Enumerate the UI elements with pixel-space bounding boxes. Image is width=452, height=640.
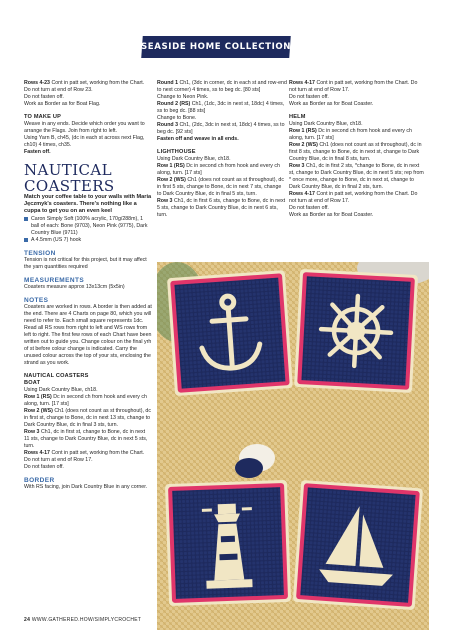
helm-row-1: Row 1 (RS) Dc in second ch from hook and every ch along, turn. [17 sts] xyxy=(289,128,412,141)
border-heading: BORDER xyxy=(24,476,55,484)
change-to-pink: Change to Neon Pink. xyxy=(157,94,209,100)
helm-coaster xyxy=(294,269,418,393)
lighthouse-rows-4-17: Rows 4-17 Cont in patt set, working from the Chart. Do not turn at end of Row 17. xyxy=(289,80,418,93)
lighthouse-row-3: Row 3 Ch1, dc in first 6 sts, change to Bone, dc in next 5 sts, change to Dark Country Blue, dc in next 6 sts, turn. xyxy=(157,198,286,218)
anchor-coaster xyxy=(167,270,293,396)
tension-heading: TENSION xyxy=(24,249,56,257)
boat-intro: Using Dark Country Blue, ch18. xyxy=(24,386,98,393)
lighthouse-coaster xyxy=(165,480,291,606)
nautical-coasters-heading: NAUTICAL COASTERS xyxy=(24,372,89,379)
flag-border: Work as Border as for Boat Flag. xyxy=(24,101,101,107)
coasters-photo xyxy=(157,262,429,630)
footer-url: WWW.GATHERED.HOW/SIMPLYCROCHET xyxy=(31,617,142,623)
page-number: 24 xyxy=(24,617,31,623)
make-up-text: Weave in any ends. Decide which order you want to arrange the Flags. Join from right to left. xyxy=(24,121,145,134)
round-2: Round 2 (RS) Ch1, (1dc, 3dc in next st, 18dc) 4 times, ss to beg dc. [88 sts] xyxy=(157,101,285,114)
column-left xyxy=(24,80,152,491)
banner-label: SEASIDE HOME COLLECTION xyxy=(140,42,292,52)
cup-shape xyxy=(235,458,263,478)
make-up-heading: TO MAKE UP xyxy=(24,114,62,120)
material-item-hook: A 4.5mm (US 7) hook xyxy=(24,237,152,244)
page-footer xyxy=(24,617,141,623)
article-intro: Match your coffee table to your walls with Maria Jęczmyk's coasters. There's nothing like a cuppa to get you on an even keel xyxy=(24,194,152,215)
article-title: NAUTICAL COASTERS xyxy=(24,161,115,195)
helm-intro: Using Dark Country Blue, ch18. xyxy=(289,121,363,127)
lighthouse-heading: LIGHTHOUSE xyxy=(157,149,196,155)
bullet-icon xyxy=(24,217,28,221)
round-1: Round 1 Ch1, (3dc in corner, dc in each st and row-end to next corner) 4 times, ss to beg dc. [80 sts] xyxy=(157,80,287,93)
helm-rows-4-17: Rows 4-17 Cont in patt set, working from the Chart. Do not turn at end of Row 17. xyxy=(289,191,418,204)
boat-row-3: Row 3 Ch1, dc in first st, change to Bone, dc in next 11 sts, change to Dark Country Blue, dc in next 5 sts, turn. xyxy=(24,428,148,449)
boat-heading: BOAT xyxy=(24,379,41,386)
helm-heading: HELM xyxy=(289,114,306,120)
measurements-heading: MEASUREMENTS xyxy=(24,276,85,284)
notes-text: Coasters are worked in rows. A border is then added at the end. There are 4 Charts on page 80, which you will need to refer to. Each small square represents 1dc. Read all RS rows from right to left and WS rows from left to right. The first few rows of each Chart have been written out to guide you. Change colour on the final yrh of st before colour change is indicated. Carry the unused colour across the top of your sts, enclosing the strand as you work. xyxy=(24,303,152,366)
section-banner xyxy=(141,36,291,58)
round-3: Round 3 Ch1, (2dc, 3dc in next st, 18dc) 4 times, ss to beg dc. [92 sts] xyxy=(157,122,285,135)
tension-text: Tension is not critical for this project, but it may affect the yarn quantities required xyxy=(24,256,147,270)
notes-heading: NOTES xyxy=(24,296,49,304)
border-text: With RS facing, join Dark Country Blue in any corner. xyxy=(24,483,148,490)
helm-fasten: Do not fasten off. xyxy=(289,205,329,211)
helm-border: Work as Border as for Boat Coaster. xyxy=(289,212,374,218)
column-middle xyxy=(157,80,287,219)
column-right xyxy=(289,80,425,219)
round-3-fasten: Fasten off and weave in all ends. xyxy=(157,136,239,142)
make-up-fasten: Fasten off. xyxy=(24,149,51,155)
lighthouse-border: Work as Border as for Boat Coaster. xyxy=(289,101,374,107)
sailboat-coaster xyxy=(293,480,423,610)
boat-rows-4-17: Rows 4-17 Cont in patt set, working from the Chart. Do not turn at end of Row 17. xyxy=(24,449,145,463)
measurements-text: Coasters measure approx 13x13cm (5x5in) xyxy=(24,283,125,290)
make-up-text-2: Using Yarn B, ch45, (dc in each st across next Flag, ch10) 4 times, ch35. xyxy=(24,135,145,148)
boat-fasten: Do not fasten off. xyxy=(24,463,64,470)
lighthouse-row-1: Row 1 (RS) Dc in second ch from hook and every ch along, turn. [17 sts] xyxy=(157,163,280,176)
material-item-yarn: Caron Simply Soft (100% acrylic, 170g/288m), 1 ball of each: Bone (9703), Neon Pink (9775), Dark Country Blue (9711) xyxy=(24,216,152,237)
boat-row-2: Row 2 (WS) Ch1 (does not count as st throughout), dc in first st, change to Bone, dc in next 13 sts, change to Dark Country Blue, dc in final 3 sts, turn. xyxy=(24,407,151,428)
helm-icon xyxy=(319,294,393,368)
lighthouse-fasten: Do not fasten off. xyxy=(289,94,329,100)
helm-row-3: Row 3 Ch1, dc in first 2 sts, *change to Bone, dc in next st, change to Dark Country Blue, dc in next 5 sts; rep from * once more, change to Bone, dc in next st, change to Dark Country Blue, dc in final 2 sts, turn. xyxy=(289,163,424,190)
change-to-bone: Change to Bone. xyxy=(157,115,197,121)
helm-row-2: Row 2 (WS) Ch1 (does not count as st throughout), dc in first 8 sts, change to Bone, dc in next st, change to Dark Country Blue, dc in final 8 sts, turn. xyxy=(289,142,422,162)
bullet-icon xyxy=(24,238,28,242)
flag-fasten: Do not fasten off. xyxy=(24,94,64,100)
lighthouse-intro: Using Dark Country Blue, ch18. xyxy=(157,156,231,162)
boat-row-1: Row 1 (RS) Dc in second ch from hook and every ch along, turn. [17 sts] xyxy=(24,393,147,407)
lighthouse-row-2: Row 2 (WS) Ch1 (does not count as st throughout), dc in first 5 sts, change to Bone, dc in next 7 sts, change to Dark Country Blue, dc in final 5 sts, turn. xyxy=(157,177,284,197)
flag-rows-paragraph: Rows 4-23 Cont in patt set, working from the Chart. Do not turn at end of Row 23. xyxy=(24,80,145,93)
